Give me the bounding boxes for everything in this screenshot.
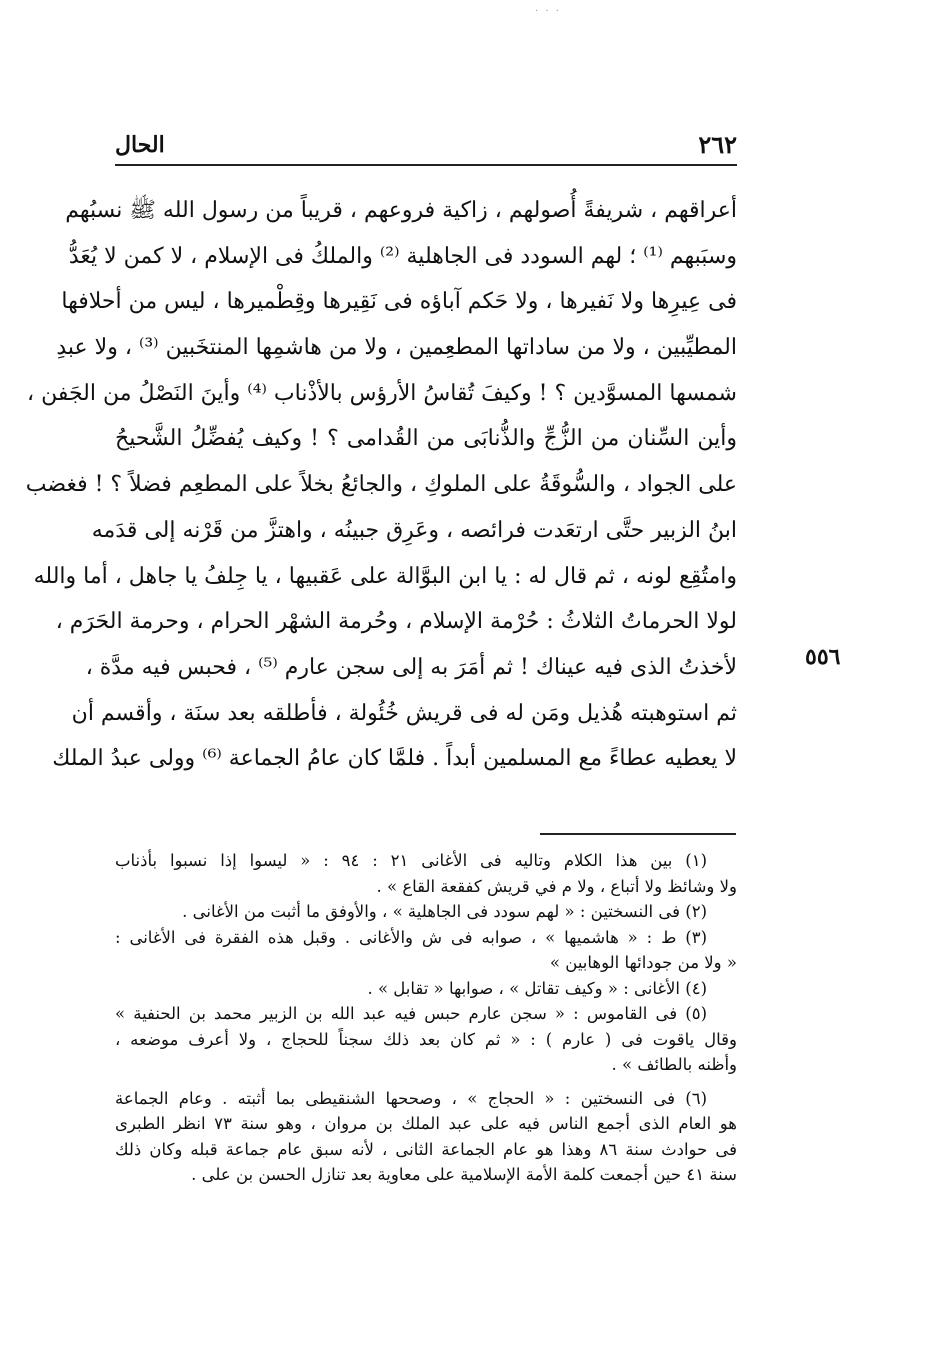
body-line: ابنُ الزبير حتَّى ارتعَدت فرائصه ، وعَرِق جبينُه ، واهتزَّ من قَرْنه إلى قدَمه xyxy=(91,517,737,543)
footnote-line: (١) بين هذا الكلام وتاليه فى الأغانى ٢١ : ٩٤ : « ليسوا إذا نسبوا بأذناب xyxy=(115,851,707,870)
scan-mark: · · · xyxy=(535,6,561,17)
footnote-line: سنة ٤١ حين أجمعت كلمة الأمة الإسلامية على معاوية بعد تنازل الحسن بن على . xyxy=(191,1165,737,1184)
body-line: وسبَبهم ⁽¹⁾ ؛ لهم السودد فى الجاهلية ⁽²⁾ والملكُ فى الإسلام ، لا كمن لا يُعَدُّ xyxy=(68,243,737,269)
body-line: وامتُقِع لونه ، ثم قال له : يا ابن البوَّالة على عَقبيها ، يا جِلفُ يا جاهل ، أما والله xyxy=(33,563,737,589)
footnote-line: « ولا من جودائها الوهابين » xyxy=(549,953,737,972)
footnote-line: وقال ياقوت فى ( عارم ) : « ثم كان بعد ذلك سجناً للحجاج ، ولا أعرف موضعه ، xyxy=(115,1029,737,1049)
footnote-line: فى حوادث سنة ٨٦ وهذا هو عام الجماعة الثانى ، لأنه سبق عام جماعة قبله وكان ذلك xyxy=(115,1139,737,1159)
header-rule xyxy=(115,164,737,166)
body-line: على الجواد ، والسُّوقَةُ على الملوكِ ، والجائعُ بخلاً على المطعِم فضلاً ؟ ! فغضب xyxy=(25,472,737,498)
body-line: فى عِيرِها ولا نَفيرها ، ولا حَكم آباؤه فى نَقِيرها وقِطْميرها ، ليس من أحلافها xyxy=(61,289,737,315)
footnote-line: وأظنه بالطائف » . xyxy=(611,1055,737,1074)
running-head xyxy=(115,130,737,164)
footnote-line: (٢) فى النسختين : « لهم سودد فى الجاهلية » ، والأوفق ما أثبت من الأغانى . xyxy=(182,902,707,921)
section-title: الحال xyxy=(115,132,165,158)
body-line: لأخذتُ الذى فيه عيناك ! ثم أمَرَ به إلى سجن عارم ⁽⁵⁾ ، فحبس فيه مدَّة ، xyxy=(85,654,737,680)
margin-page-reference: ٥٥٦ xyxy=(805,644,841,670)
footnote-gap xyxy=(115,1078,737,1086)
footnote-line: (٤) الأغانى : « وكيف تقاتل » ، صوابها « تقابل » . xyxy=(367,978,707,998)
body-line: أعراقهم ، شريفةً أُصولهم ، زاكية فروعهم ، قريباً من رسول الله ﷺ نسبُهم xyxy=(65,198,737,223)
page-number: ٢٦٢ xyxy=(698,130,737,159)
body-line: لولا الحرماتُ الثلاثُ : حُرْمة الإسلام ، وحُرمة الشهْر الحرام ، وحرمة الحَرَم ، xyxy=(55,609,737,635)
body-line: وأين السِّنان من الزُّجِّ والذُّنابَى من القُدامى ؟ ! وكيف يُفضِّلُ الشَّحيحُ xyxy=(115,426,737,452)
footnote-line: (٣) ط : « هاشميها » ، صوابه فى ش والأغانى . وقبل هذه الفقرة فى الأغانى : xyxy=(115,927,707,947)
footnote-line: (٦) فى النسختين : « الحجاج » ، وصححها الشنقيطى بما أثبته . وعام الجماعة xyxy=(115,1088,707,1108)
footnote-line: هو العام الذى أجمع الناس فيه على عبد الملك بن مروان ، وهو سنة ٧٣ انظر الطبرى xyxy=(115,1114,738,1133)
footnote-line: (٥) فى القاموس : « سجن عارم حبس فيه عبد الله بن الزبير محمد بن الحنفية » xyxy=(115,1004,707,1023)
body-line: ثم استوهبته هُذيل ومَن له فى قريش خُئُولة ، فأطلقه بعد سنَة ، وأقسم أن xyxy=(71,700,737,726)
footnote-line: ولا وشائظ ولا أتباع ، ولا م في قريش كفقعة القاع » . xyxy=(376,876,737,896)
main-text xyxy=(25,188,737,782)
body-line: شمسها المسوَّدين ؟ ! وكيفَ تُقاسُ الأرؤس بالأذْناب ⁽⁴⁾ وأينَ النَصْلُ من الجَفن ، xyxy=(26,380,737,406)
footnote-rule xyxy=(540,833,736,835)
body-line: المطيِّبين ، ولا من ساداتها المطعِمين ، ولا من هاشمِها المنتخَبين ⁽³⁾ ، ولا عبدِ xyxy=(56,335,737,361)
body-line: لا يعطيه عطاءً مع المسلمين أبداً . فلمَّا كان عامُ الجماعة ⁽⁶⁾ وولى عبدُ الملك xyxy=(52,746,737,772)
footnotes xyxy=(115,848,737,1188)
